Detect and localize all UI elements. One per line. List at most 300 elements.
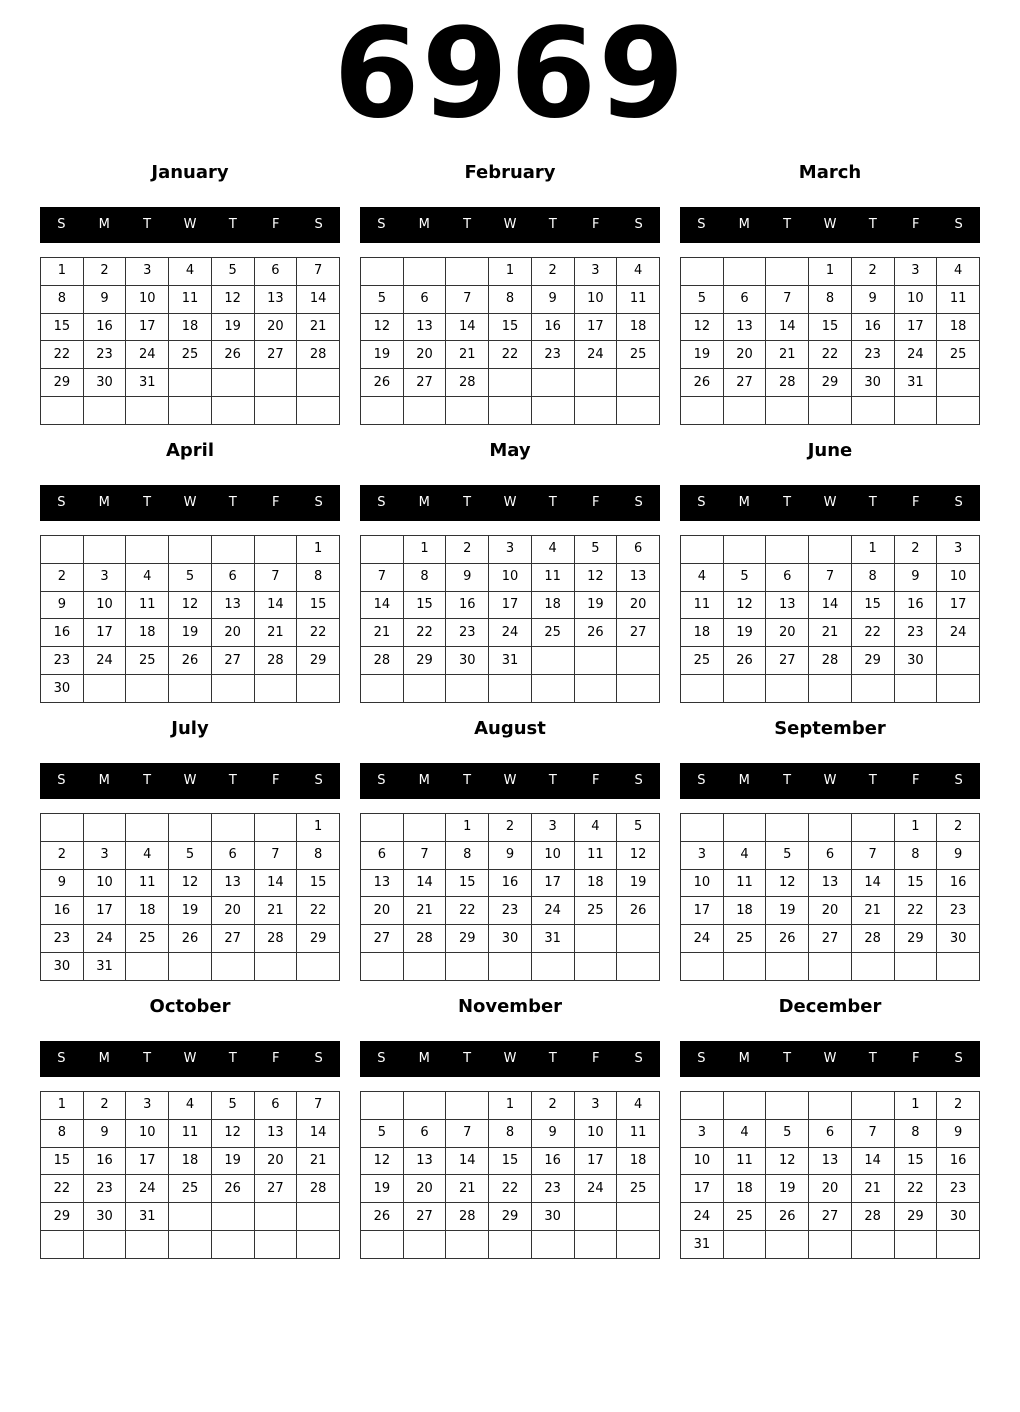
- weekday-label: S: [697, 495, 706, 510]
- weekday-label: W: [823, 1051, 837, 1066]
- week-row: [361, 285, 660, 313]
- weekday-label: S: [57, 773, 66, 788]
- week-row: [41, 953, 340, 981]
- week-row: [41, 285, 340, 313]
- day-cell: 20: [723, 341, 766, 369]
- day-cell: 30: [41, 675, 84, 703]
- day-cell: 20: [403, 341, 446, 369]
- weekday-label: M: [738, 217, 750, 232]
- day-cell: 3: [83, 563, 126, 591]
- weekday-label: F: [271, 773, 280, 788]
- days-table: [680, 535, 980, 703]
- day-cell: 31: [531, 925, 574, 953]
- day-cell: 13: [403, 1147, 446, 1175]
- day-cell: 17: [574, 1147, 617, 1175]
- empty-day-cell: [681, 1092, 724, 1120]
- empty-day-cell: [446, 1092, 489, 1120]
- week-row: [361, 841, 660, 869]
- week-row: [361, 258, 660, 286]
- week-row: [681, 369, 980, 397]
- month-name: February: [464, 162, 556, 183]
- month-name: August: [474, 718, 546, 739]
- day-cell: 15: [446, 869, 489, 897]
- day-cell: 28: [254, 925, 297, 953]
- day-cell: 3: [681, 1119, 724, 1147]
- day-cell: 20: [809, 897, 852, 925]
- day-cell: 1: [41, 1092, 84, 1120]
- day-cell: 29: [41, 1203, 84, 1231]
- day-cell: 11: [531, 563, 574, 591]
- day-cell: 13: [403, 313, 446, 341]
- day-cell: 12: [211, 285, 254, 313]
- weekday-header: [40, 207, 340, 243]
- days-table: [40, 257, 340, 425]
- empty-day-cell: [894, 675, 937, 703]
- empty-day-cell: [617, 953, 660, 981]
- day-cell: 5: [766, 1119, 809, 1147]
- day-cell: 5: [723, 563, 766, 591]
- day-cell: 21: [446, 341, 489, 369]
- empty-day-cell: [766, 1231, 809, 1259]
- day-cell: 27: [254, 1175, 297, 1203]
- day-cell: 21: [361, 619, 404, 647]
- day-cell: 12: [169, 591, 212, 619]
- weekday-header: [40, 1041, 340, 1077]
- day-cell: 2: [41, 841, 84, 869]
- day-cell: 8: [41, 1119, 84, 1147]
- week-row: [361, 563, 660, 591]
- empty-day-cell: [403, 258, 446, 286]
- empty-day-cell: [211, 1231, 254, 1259]
- empty-day-cell: [489, 1231, 532, 1259]
- empty-day-cell: [169, 397, 212, 425]
- month-name: May: [489, 440, 531, 461]
- weekday-label: S: [314, 773, 323, 788]
- empty-day-cell: [446, 675, 489, 703]
- weekday-label: T: [783, 1051, 792, 1066]
- day-cell: 9: [851, 285, 894, 313]
- empty-day-cell: [723, 1231, 766, 1259]
- day-cell: 24: [937, 619, 980, 647]
- day-cell: 15: [41, 313, 84, 341]
- day-cell: 4: [531, 536, 574, 564]
- weekday-label: S: [377, 1051, 386, 1066]
- empty-day-cell: [574, 953, 617, 981]
- day-cell: 14: [851, 1147, 894, 1175]
- day-cell: 23: [41, 647, 84, 675]
- day-cell: 18: [617, 1147, 660, 1175]
- empty-day-cell: [531, 1231, 574, 1259]
- week-row: [681, 536, 980, 564]
- day-cell: 21: [403, 897, 446, 925]
- day-cell: 3: [574, 1092, 617, 1120]
- day-cell: 17: [83, 897, 126, 925]
- empty-day-cell: [489, 369, 532, 397]
- day-cell: 23: [937, 1175, 980, 1203]
- day-cell: 28: [361, 647, 404, 675]
- day-cell: 21: [809, 619, 852, 647]
- weekday-label: W: [503, 1051, 517, 1066]
- weekday-label: M: [418, 773, 430, 788]
- day-cell: 8: [489, 1119, 532, 1147]
- weekday-header: [680, 1041, 980, 1077]
- day-cell: 23: [446, 619, 489, 647]
- day-cell: 6: [809, 841, 852, 869]
- weekday-label: W: [823, 773, 837, 788]
- day-cell: 27: [254, 341, 297, 369]
- week-row: [41, 258, 340, 286]
- day-cell: 22: [894, 897, 937, 925]
- day-cell: 2: [83, 1092, 126, 1120]
- empty-day-cell: [41, 536, 84, 564]
- weekday-label: M: [418, 217, 430, 232]
- month-name: September: [774, 718, 886, 739]
- day-cell: 21: [254, 619, 297, 647]
- weekday-label: F: [591, 1051, 600, 1066]
- day-cell: 21: [446, 1175, 489, 1203]
- empty-day-cell: [169, 536, 212, 564]
- day-cell: 21: [766, 341, 809, 369]
- empty-day-cell: [403, 675, 446, 703]
- days-table: [360, 1091, 660, 1259]
- day-cell: 11: [723, 869, 766, 897]
- weekday-label: T: [868, 217, 877, 232]
- day-cell: 10: [574, 1119, 617, 1147]
- day-cell: 25: [723, 925, 766, 953]
- empty-day-cell: [809, 675, 852, 703]
- empty-day-cell: [531, 675, 574, 703]
- empty-day-cell: [531, 953, 574, 981]
- day-cell: 10: [83, 591, 126, 619]
- week-row: [681, 341, 980, 369]
- week-row: [361, 953, 660, 981]
- weekday-label: W: [503, 495, 517, 510]
- day-cell: 7: [297, 1092, 340, 1120]
- day-cell: 14: [254, 591, 297, 619]
- day-cell: 17: [574, 313, 617, 341]
- weekday-label: S: [634, 1051, 643, 1066]
- day-cell: 31: [126, 369, 169, 397]
- empty-day-cell: [851, 397, 894, 425]
- weekday-header: [680, 763, 980, 799]
- day-cell: 9: [83, 1119, 126, 1147]
- empty-day-cell: [254, 675, 297, 703]
- week-row: [41, 1175, 340, 1203]
- day-cell: 26: [361, 369, 404, 397]
- week-row: [681, 869, 980, 897]
- weekday-label: T: [463, 1051, 472, 1066]
- day-cell: 25: [169, 341, 212, 369]
- weekday-label: T: [783, 495, 792, 510]
- days-table: [680, 813, 980, 981]
- day-cell: 3: [894, 258, 937, 286]
- week-row: [361, 369, 660, 397]
- day-cell: 5: [169, 841, 212, 869]
- weekday-label: S: [697, 217, 706, 232]
- week-row: [361, 869, 660, 897]
- day-cell: 9: [937, 1119, 980, 1147]
- day-cell: 1: [894, 814, 937, 842]
- day-cell: 1: [41, 258, 84, 286]
- day-cell: 28: [809, 647, 852, 675]
- weekday-label: M: [418, 495, 430, 510]
- day-cell: 25: [617, 341, 660, 369]
- day-cell: 9: [937, 841, 980, 869]
- day-cell: 23: [531, 1175, 574, 1203]
- day-cell: 12: [169, 869, 212, 897]
- day-cell: 11: [169, 285, 212, 313]
- empty-day-cell: [297, 1231, 340, 1259]
- week-row: [41, 925, 340, 953]
- weekday-label: W: [183, 495, 197, 510]
- day-cell: 13: [211, 591, 254, 619]
- empty-day-cell: [83, 1231, 126, 1259]
- weekday-label: S: [634, 773, 643, 788]
- week-row: [681, 619, 980, 647]
- empty-day-cell: [851, 675, 894, 703]
- week-row: [361, 1203, 660, 1231]
- empty-day-cell: [254, 536, 297, 564]
- day-cell: 19: [617, 869, 660, 897]
- week-row: [361, 814, 660, 842]
- empty-day-cell: [531, 369, 574, 397]
- week-row: [681, 841, 980, 869]
- weekday-label: T: [463, 217, 472, 232]
- day-cell: 19: [361, 1175, 404, 1203]
- day-cell: 6: [766, 563, 809, 591]
- day-cell: 2: [41, 563, 84, 591]
- empty-day-cell: [766, 675, 809, 703]
- day-cell: 9: [894, 563, 937, 591]
- day-cell: 10: [489, 563, 532, 591]
- weekday-label: S: [314, 217, 323, 232]
- day-cell: 31: [126, 1203, 169, 1231]
- empty-day-cell: [83, 536, 126, 564]
- weekday-label: S: [697, 1051, 706, 1066]
- day-cell: 20: [403, 1175, 446, 1203]
- day-cell: 29: [809, 369, 852, 397]
- empty-day-cell: [723, 675, 766, 703]
- days-table: [40, 1091, 340, 1259]
- day-cell: 2: [894, 536, 937, 564]
- day-cell: 17: [489, 591, 532, 619]
- week-row: [681, 397, 980, 425]
- day-cell: 24: [83, 925, 126, 953]
- day-cell: 6: [617, 536, 660, 564]
- day-cell: 15: [41, 1147, 84, 1175]
- day-cell: 11: [681, 591, 724, 619]
- week-row: [681, 647, 980, 675]
- day-cell: 25: [617, 1175, 660, 1203]
- day-cell: 10: [531, 841, 574, 869]
- day-cell: 17: [894, 313, 937, 341]
- days-table: [360, 535, 660, 703]
- day-cell: 14: [446, 1147, 489, 1175]
- week-row: [41, 341, 340, 369]
- weekday-label: T: [228, 773, 237, 788]
- day-cell: 4: [723, 841, 766, 869]
- day-cell: 11: [617, 285, 660, 313]
- weekday-label: T: [143, 1051, 152, 1066]
- empty-day-cell: [617, 1203, 660, 1231]
- empty-day-cell: [766, 258, 809, 286]
- day-cell: 25: [531, 619, 574, 647]
- day-cell: 29: [851, 647, 894, 675]
- empty-day-cell: [254, 369, 297, 397]
- empty-day-cell: [403, 1231, 446, 1259]
- empty-day-cell: [681, 814, 724, 842]
- day-cell: 29: [446, 925, 489, 953]
- day-cell: 2: [851, 258, 894, 286]
- day-cell: 28: [766, 369, 809, 397]
- day-cell: 16: [851, 313, 894, 341]
- day-cell: 13: [617, 563, 660, 591]
- day-cell: 9: [531, 1119, 574, 1147]
- empty-day-cell: [617, 647, 660, 675]
- day-cell: 14: [851, 869, 894, 897]
- day-cell: 22: [297, 619, 340, 647]
- day-cell: 16: [41, 619, 84, 647]
- day-cell: 27: [809, 1203, 852, 1231]
- empty-day-cell: [617, 675, 660, 703]
- day-cell: 15: [851, 591, 894, 619]
- day-cell: 19: [681, 341, 724, 369]
- weekday-label: T: [868, 773, 877, 788]
- empty-day-cell: [254, 1203, 297, 1231]
- empty-day-cell: [851, 1231, 894, 1259]
- month-name: March: [798, 162, 862, 183]
- day-cell: 18: [617, 313, 660, 341]
- week-row: [41, 1092, 340, 1120]
- empty-day-cell: [361, 953, 404, 981]
- week-row: [41, 675, 340, 703]
- day-cell: 1: [297, 814, 340, 842]
- day-cell: 26: [361, 1203, 404, 1231]
- empty-day-cell: [361, 397, 404, 425]
- day-cell: 19: [574, 591, 617, 619]
- day-cell: 7: [446, 1119, 489, 1147]
- day-cell: 24: [894, 341, 937, 369]
- day-cell: 2: [937, 814, 980, 842]
- day-cell: 11: [617, 1119, 660, 1147]
- month-name: October: [149, 996, 231, 1017]
- day-cell: 6: [254, 258, 297, 286]
- day-cell: 19: [723, 619, 766, 647]
- day-cell: 29: [297, 647, 340, 675]
- day-cell: 3: [681, 841, 724, 869]
- week-row: [361, 1092, 660, 1120]
- day-cell: 20: [361, 897, 404, 925]
- day-cell: 9: [531, 285, 574, 313]
- day-cell: 1: [446, 814, 489, 842]
- day-cell: 30: [531, 1203, 574, 1231]
- day-cell: 10: [126, 285, 169, 313]
- day-cell: 8: [446, 841, 489, 869]
- week-row: [361, 619, 660, 647]
- day-cell: 19: [169, 897, 212, 925]
- day-cell: 23: [894, 619, 937, 647]
- day-cell: 29: [41, 369, 84, 397]
- empty-day-cell: [851, 1092, 894, 1120]
- day-cell: 17: [681, 1175, 724, 1203]
- week-row: [681, 563, 980, 591]
- day-cell: 12: [211, 1119, 254, 1147]
- day-cell: 7: [297, 258, 340, 286]
- day-cell: 31: [681, 1231, 724, 1259]
- day-cell: 7: [254, 563, 297, 591]
- day-cell: 16: [531, 313, 574, 341]
- day-cell: 13: [809, 1147, 852, 1175]
- day-cell: 28: [446, 1203, 489, 1231]
- day-cell: 7: [403, 841, 446, 869]
- week-row: [681, 591, 980, 619]
- day-cell: 8: [41, 285, 84, 313]
- empty-day-cell: [809, 536, 852, 564]
- day-cell: 6: [211, 841, 254, 869]
- day-cell: 6: [403, 285, 446, 313]
- empty-day-cell: [894, 1231, 937, 1259]
- day-cell: 13: [809, 869, 852, 897]
- week-row: [41, 619, 340, 647]
- weekday-label: F: [271, 1051, 280, 1066]
- day-cell: 1: [809, 258, 852, 286]
- weekday-label: T: [463, 495, 472, 510]
- empty-day-cell: [574, 1203, 617, 1231]
- week-row: [41, 869, 340, 897]
- empty-day-cell: [489, 675, 532, 703]
- weekday-label: T: [143, 773, 152, 788]
- day-cell: 29: [489, 1203, 532, 1231]
- month-name: July: [171, 718, 209, 739]
- day-cell: 10: [894, 285, 937, 313]
- week-row: [361, 1119, 660, 1147]
- empty-day-cell: [211, 397, 254, 425]
- week-row: [361, 647, 660, 675]
- weekday-label: W: [503, 217, 517, 232]
- day-cell: 22: [297, 897, 340, 925]
- day-cell: 20: [254, 1147, 297, 1175]
- month-name: January: [151, 162, 229, 183]
- empty-day-cell: [41, 1231, 84, 1259]
- weekday-label: S: [57, 1051, 66, 1066]
- day-cell: 26: [617, 897, 660, 925]
- day-cell: 13: [766, 591, 809, 619]
- weekday-label: S: [314, 1051, 323, 1066]
- week-row: [41, 369, 340, 397]
- day-cell: 25: [126, 647, 169, 675]
- day-cell: 4: [937, 258, 980, 286]
- empty-day-cell: [723, 536, 766, 564]
- day-cell: 28: [297, 1175, 340, 1203]
- empty-day-cell: [937, 647, 980, 675]
- day-cell: 25: [681, 647, 724, 675]
- day-cell: 30: [41, 953, 84, 981]
- day-cell: 12: [766, 869, 809, 897]
- day-cell: 29: [297, 925, 340, 953]
- empty-day-cell: [617, 369, 660, 397]
- weekday-header: [40, 485, 340, 521]
- weekday-header: [360, 207, 660, 243]
- weekday-label: T: [463, 773, 472, 788]
- day-cell: 4: [723, 1119, 766, 1147]
- day-cell: 24: [126, 1175, 169, 1203]
- empty-day-cell: [531, 647, 574, 675]
- weekday-label: S: [954, 217, 963, 232]
- day-cell: 15: [297, 591, 340, 619]
- day-cell: 12: [723, 591, 766, 619]
- day-cell: 5: [617, 814, 660, 842]
- weekday-label: M: [418, 1051, 430, 1066]
